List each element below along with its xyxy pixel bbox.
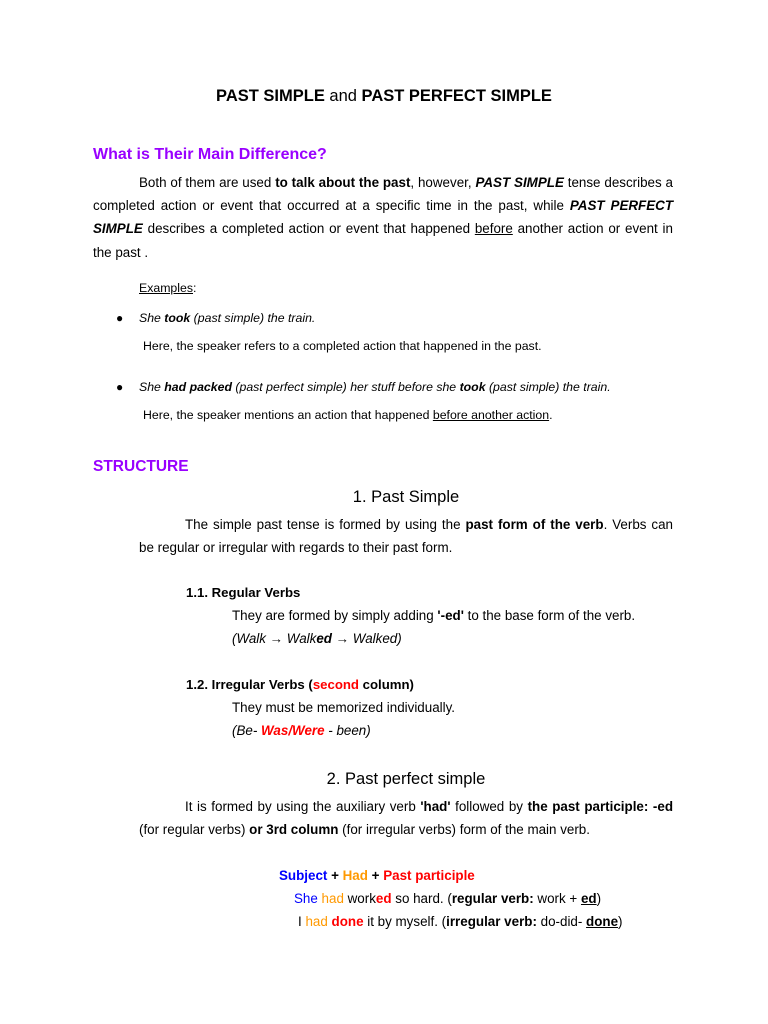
formula: Subject + Had + Past participle (279, 868, 475, 883)
past-perfect-paragraph: It is formed by using the auxiliary verb 'had' followed by the past participle: -ed (for regular verbs) or 3rd column (for irregular verbs) form of the main verb. (139, 799, 673, 838)
section-heading-difference: What is Their Main Difference? (93, 146, 327, 163)
example-note-1: Here, the speaker refers to a completed action that happened in the past. (143, 339, 542, 353)
regular-verbs-example: (Walk → Walked → Walked) (232, 631, 402, 646)
irregular-verbs-example: (Be- Was/Were - been) (232, 723, 371, 738)
bullet-icon: ● (116, 380, 124, 394)
page-title: PAST SIMPLE and PAST PERFECT SIMPLE (216, 87, 552, 105)
subsection-heading-past-perfect: 2. Past perfect simple (326, 770, 486, 788)
subsection-heading-past-simple: 1. Past Simple (352, 488, 460, 506)
difference-paragraph: Both of them are used to talk about the past, however, PAST SIMPLE tense describes a completed action or event that occurred at a specific time in the past, while PAST PERFECT SIMPLE describes a completed action or event that happened before another action or event in the past . (93, 175, 674, 260)
example-sentence-2: She had packed (past perfect simple) her stuff before she took (past simple) the train. (139, 380, 611, 394)
bullet-icon: ● (116, 311, 124, 325)
regular-verbs-heading: 1.1. Regular Verbs (186, 585, 301, 600)
irregular-verbs-text: They must be memorized individually. (232, 700, 456, 715)
examples-label: Examples: (139, 281, 197, 295)
irregular-verbs-heading: 1.2. Irregular Verbs (second column) (186, 677, 414, 692)
past-simple-paragraph: The simple past tense is formed by using the past form of the verb. Verbs can be regular or irregular with regards to their past form. (139, 517, 674, 556)
example-sentence-1: She took (past simple) the train. (139, 311, 316, 325)
formula-example-1: She had worked so hard. (regular verb: work + ed) (294, 891, 602, 906)
example-note-2: Here, the speaker mentions an action that happened before another action. (143, 408, 553, 422)
formula-example-2: I had done it by myself. (irregular verb: do-did- done) (298, 914, 623, 929)
section-heading-structure: STRUCTURE (93, 458, 189, 475)
regular-verbs-text: They are formed by simply adding '-ed' to the base form of the verb. (232, 608, 636, 623)
